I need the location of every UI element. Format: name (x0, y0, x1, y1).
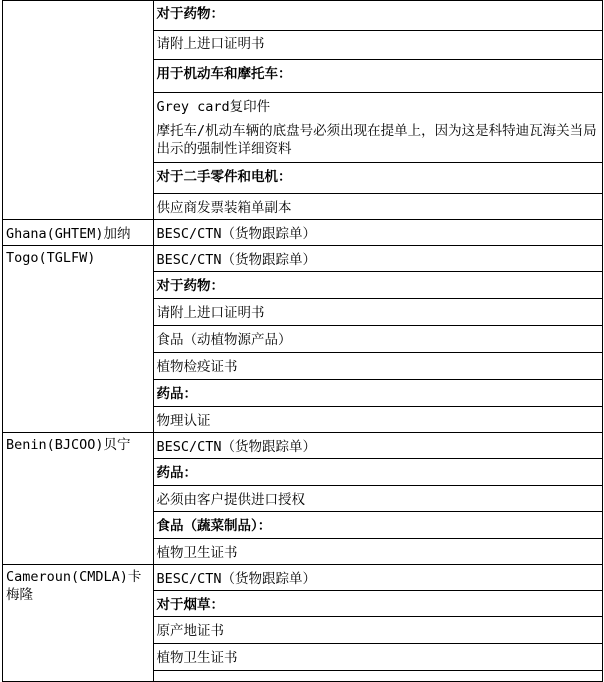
togo-drugs-heading: 对于药物： (153, 272, 603, 299)
cameroun-phytosanitary-note: 植物卫生证书 (153, 644, 603, 671)
country-benin: Benin(BJCOO)贝宁 (3, 433, 154, 565)
import-certificate-note: 请附上进口证明书 (153, 31, 603, 60)
togo-food-heading: 食品（动植物源产品） (153, 326, 603, 353)
cameroun-next-row-partial (153, 671, 603, 682)
vehicles-heading: 用于机动车和摩托车： (153, 60, 603, 93)
drugs-heading: 对于药物： (153, 1, 603, 31)
used-parts-heading: 对于二手零件和电机： (153, 163, 603, 194)
country-cameroun: Cameroun(CMDLA)卡梅隆 (3, 565, 154, 682)
benin-import-authorization-note: 必须由客户提供进口授权 (153, 486, 603, 512)
import-requirements-table (2, 0, 603, 682)
country-togo: Togo(TGLFW) (3, 246, 154, 433)
cameroun-origin-certificate-note: 原产地证书 (153, 617, 603, 644)
togo-phytosanitary-note: 植物检疫证书 (153, 353, 603, 380)
cameroun-besc-doc: BESC/CTN（货物跟踪单） (153, 565, 603, 591)
benin-besc-doc: BESC/CTN（货物跟踪单） (153, 433, 603, 459)
benin-medicine-heading: 药品： (153, 459, 603, 486)
togo-medicine-heading: 药品： (153, 380, 603, 407)
togo-besc-doc: BESC/CTN（货物跟踪单） (153, 246, 603, 272)
chassis-number-note: 摩托车/机动车辆的底盘号必须出现在提单上，因为这是科特迪瓦海关当局出示的强制性详细资料 (153, 120, 603, 163)
grey-card-note: Grey card复印件 (153, 93, 603, 121)
country-cell-continuation (3, 1, 154, 220)
supplier-invoice-note: 供应商发票装箱单副本 (153, 194, 603, 220)
benin-food-heading: 食品（蔬菜制品）： (153, 512, 603, 539)
benin-phytosanitary-note: 植物卫生证书 (153, 539, 603, 565)
cameroun-tobacco-heading: 对于烟草： (153, 591, 603, 617)
togo-physical-cert-note: 物理认证 (153, 407, 603, 433)
ghana-besc-doc: BESC/CTN（货物跟踪单） (153, 220, 603, 246)
country-ghana: Ghana(GHTEM)加纳 (3, 220, 154, 246)
togo-import-certificate-note: 请附上进口证明书 (153, 299, 603, 326)
